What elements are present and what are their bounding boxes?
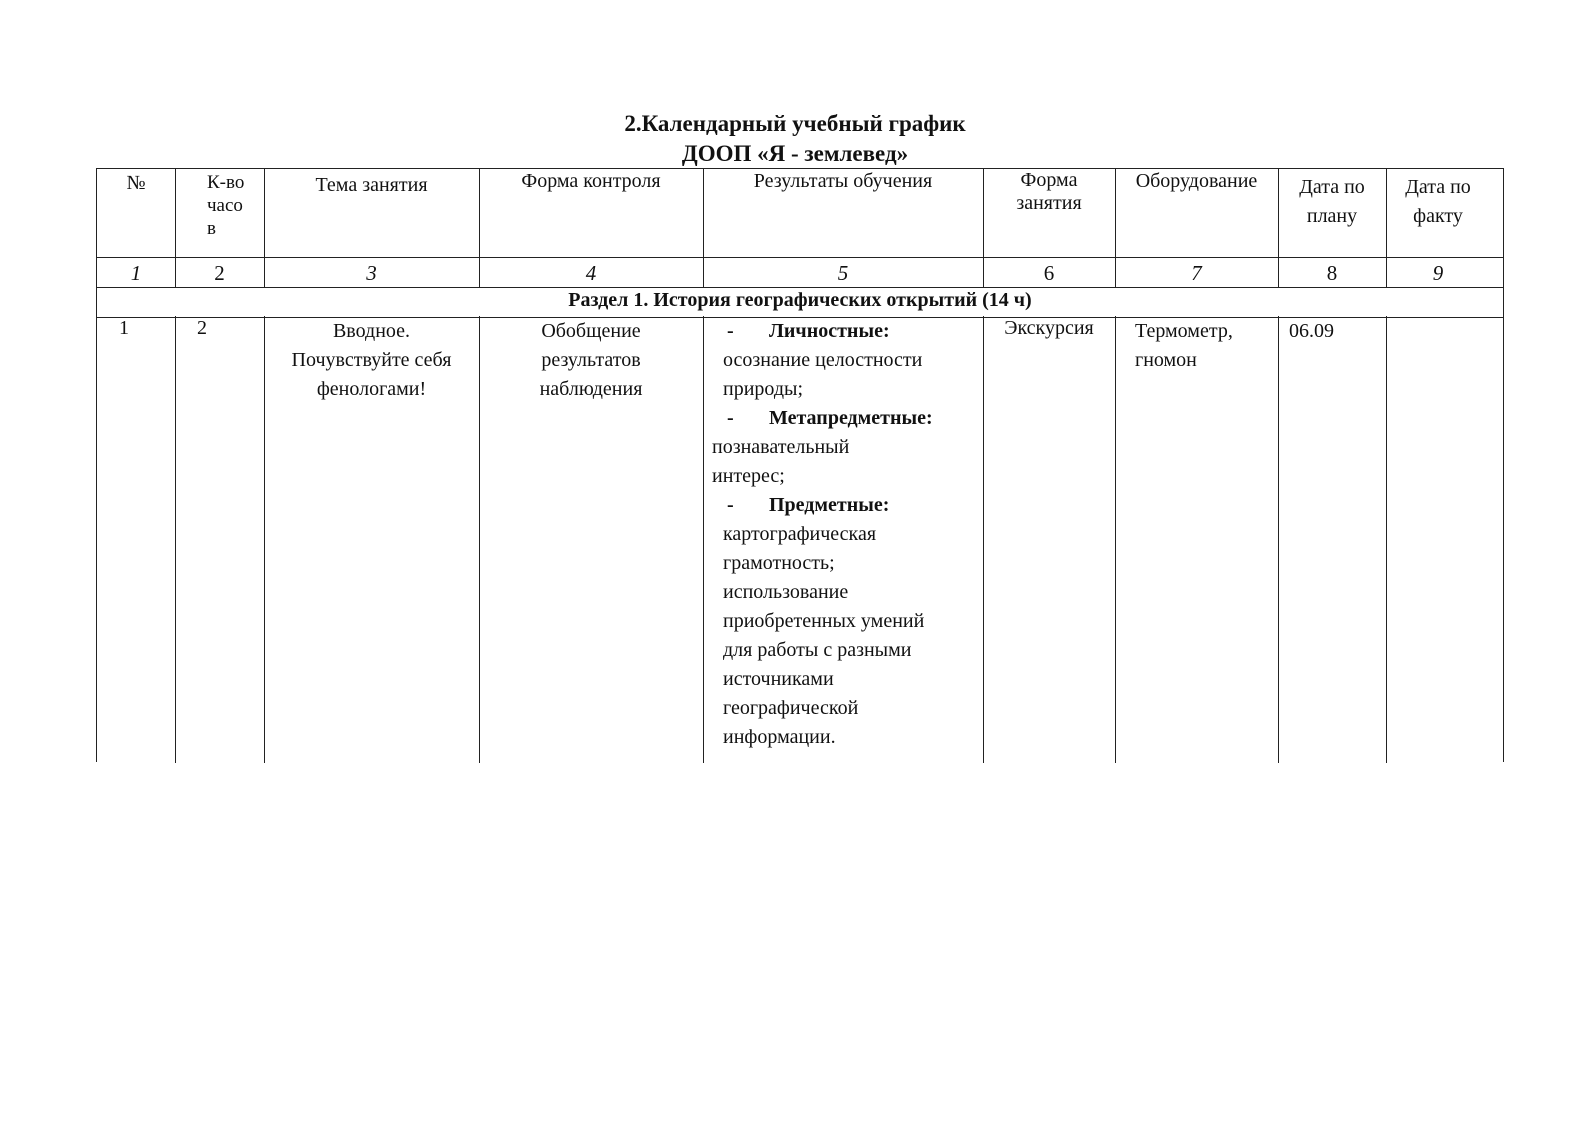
row-number: 1 xyxy=(119,317,129,339)
personal-label: Личностные: xyxy=(769,320,890,342)
subject-line: для работы с разными xyxy=(723,639,912,661)
column-number: 4 xyxy=(585,261,597,285)
header-topic: Тема занятия xyxy=(315,174,428,196)
subject-line: географической xyxy=(723,697,859,719)
meta-label: Метапредметные: xyxy=(769,407,933,429)
document-title: 2.Календарный учебный график xyxy=(624,111,966,136)
column-number: 8 xyxy=(1326,261,1338,285)
row-control-line: Обобщение xyxy=(541,320,641,342)
subject-line: источниками xyxy=(723,668,834,690)
row-topic-line: фенологами! xyxy=(316,378,427,400)
header-date-fact-line: факту xyxy=(1413,205,1463,227)
subject-line: картографическая xyxy=(723,523,877,545)
header-date-plan-line: плану xyxy=(1306,205,1358,227)
column-number: 5 xyxy=(837,261,849,285)
row-hours: 2 xyxy=(197,317,207,339)
row-equipment xyxy=(1135,317,1233,375)
header-hours-line: К-во xyxy=(207,172,245,193)
row-lesson-form: Экскурсия xyxy=(1004,317,1094,339)
header-hours xyxy=(207,171,264,240)
section-row xyxy=(97,288,1503,316)
header-hours-line: в xyxy=(207,218,216,239)
column-number: 3 xyxy=(366,261,377,285)
document-subtitle: ДООП «Я - землевед» xyxy=(681,141,909,166)
header-lesson-form-line: занятия xyxy=(1016,192,1082,214)
header-date-fact-line: Дата по xyxy=(1405,176,1471,198)
schedule-table xyxy=(96,168,1504,762)
subject-line: использование xyxy=(723,581,849,603)
subject-label: Предметные: xyxy=(769,494,890,516)
subject-line: приобретенных умений xyxy=(723,610,925,632)
column-number: 9 xyxy=(1432,261,1444,285)
column-number: 1 xyxy=(130,261,142,285)
meta-line: интерес; xyxy=(712,465,785,487)
row-control-line: результатов xyxy=(541,349,641,371)
row-results xyxy=(703,317,983,752)
list-dash: - xyxy=(727,494,734,516)
header-date-plan-line: Дата по xyxy=(1299,176,1365,198)
row-topic-line: Почувствуйте себя xyxy=(291,349,452,371)
row-control-line: наблюдения xyxy=(539,378,643,400)
header-lesson-form xyxy=(983,169,1115,215)
header-date-plan xyxy=(1278,173,1386,231)
column-number: 2 xyxy=(214,261,225,285)
row-control-form xyxy=(479,317,703,404)
personal-line: природы; xyxy=(723,378,803,400)
section-title: Раздел 1. История географических открытий (14 ч) xyxy=(568,289,1032,311)
header-equipment: Оборудование xyxy=(1135,170,1258,192)
column-number: 6 xyxy=(1043,261,1055,285)
row-topic xyxy=(264,317,479,404)
personal-line: осознание целостности xyxy=(723,349,923,371)
row-topic-line: Вводное. xyxy=(332,320,411,342)
list-dash: - xyxy=(727,320,734,342)
column-number: 7 xyxy=(1191,261,1202,285)
header-number: № xyxy=(126,172,146,194)
header-control-form: Форма контроля xyxy=(521,170,661,192)
row-equipment-line: гномон xyxy=(1135,349,1197,371)
subject-line: грамотность; xyxy=(723,552,835,574)
header-results: Результаты обучения xyxy=(753,170,933,192)
meta-line: познавательный xyxy=(712,436,850,458)
header-date-fact xyxy=(1386,173,1490,231)
list-dash: - xyxy=(727,407,734,429)
row-equipment-line: Термометр, xyxy=(1135,320,1233,342)
subject-line: информации. xyxy=(723,726,836,748)
header-divider xyxy=(97,257,1503,258)
header-lesson-form-line: Форма xyxy=(1020,169,1078,191)
header-hours-line: часо xyxy=(207,195,243,216)
row-date-plan: 06.09 xyxy=(1289,320,1334,342)
